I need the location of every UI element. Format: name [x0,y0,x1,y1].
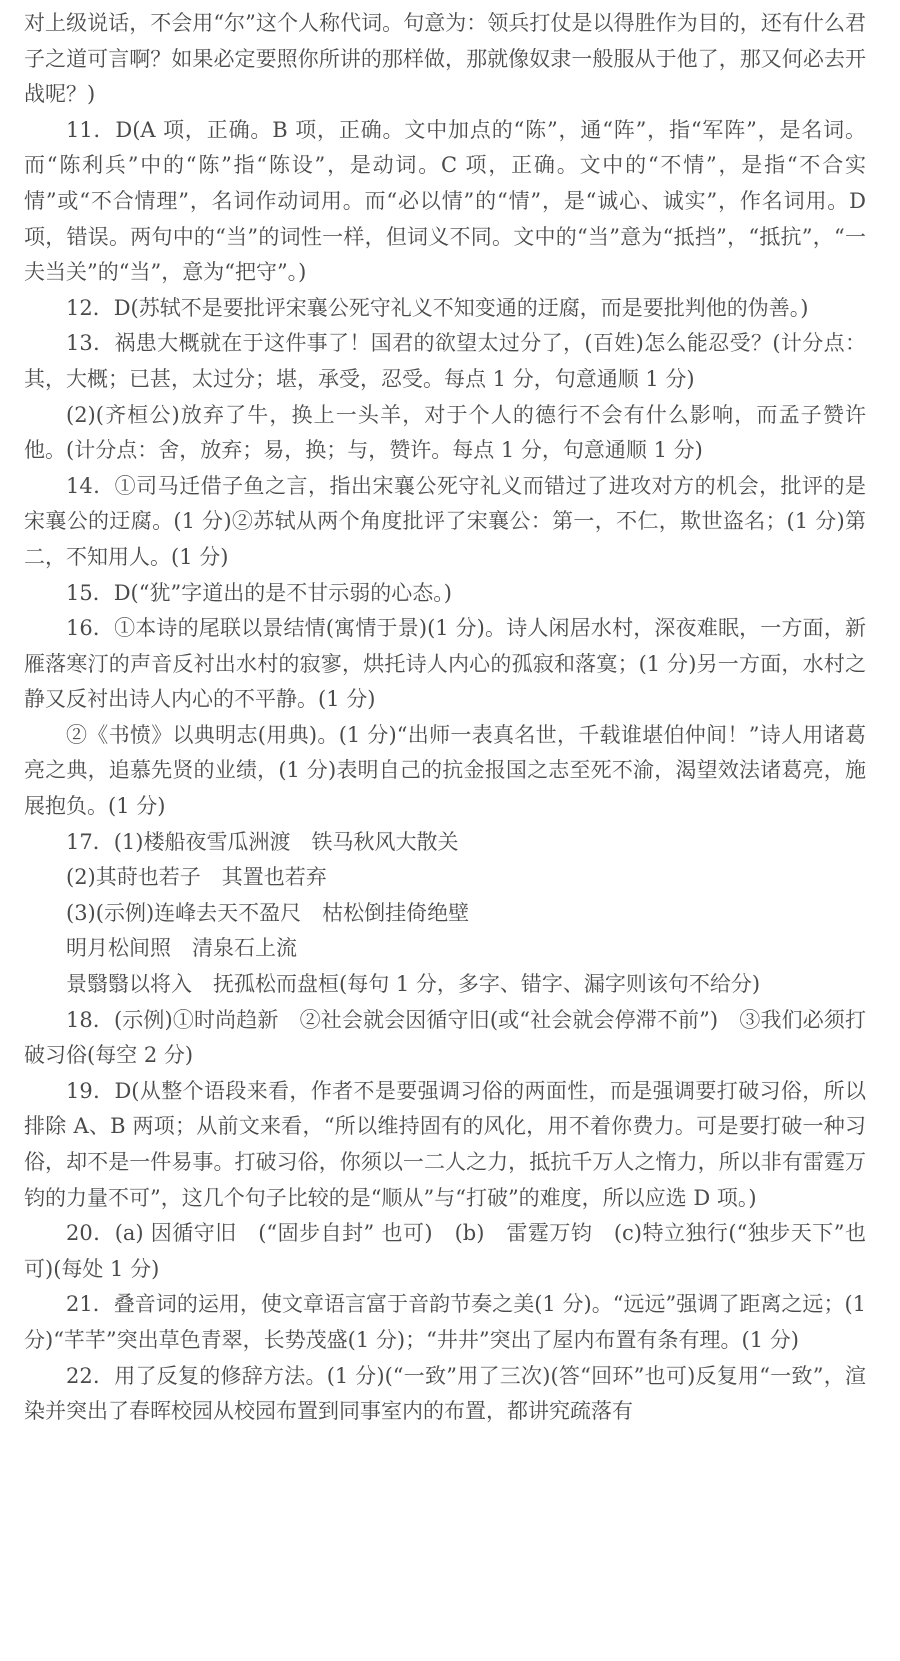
answer-17-line: 明月松间照 清泉石上流 [66,936,297,961]
answer-16-1: 16．①本诗的尾联以景结情(寓情于景)(1 分)。诗人闲居水村，深夜难眠，一方面，新雁落寒汀的声音反衬出水村的寂寥，烘托诗人内心的孤寂和落寞；(1 分)另一方面，水村之静又反衬出诗人内心的不平静。(1 分) [24,616,866,712]
answer-20: 20．(a) 因循守旧 (“固步自封” 也可) (b) 雷霆万钧 (c)特立独行(“独步天下”也可)(每处 1 分) [24,1221,866,1281]
answer-17-line: (2)其莳也若子 其置也若弃 [66,865,327,890]
answer-19: 19．D(从整个语段来看，作者不是要强调习俗的两面性，而是强调要打破习俗，所以排除 A、B 两项；从前文来看，“所以维持固有的风化，用不着你费力。可是要打破一种习俗，却不是一件易事。打破习俗，你须以一二人之力，抵抗千万人之惰力，所以非有雷霆万钧的力量不可”，这几个句子比较的是“顺从”与“打破”的难度，所以应选 D 项。) [24,1078,866,1210]
answer-17-line: 17．(1)楼船夜雪瓜洲渡 铁马秋风大散关 [66,829,459,854]
answer-11: 11．D(A 项，正确。B 项，正确。文中加点的“陈”，通“阵”，指“军阵”，是名词。而“陈利兵”中的“陈”指“陈设”，是动词。C 项，正确。文中的“不情”，是指“不合实情”或“不合情理”，名词作动词用。而“必以情”的“情”，是“诚心、诚实”，作名词用。D 项，错误。两句中的“当”的词性一样，但词义不同。文中的“当”意为“抵挡”，“抵抗”，“一夫当关”的“当”，意为“把守”。) [24,117,866,285]
answer-15: 15．D(“犹”字道出的是不甘示弱的心态。) [66,580,452,605]
answer-16-2: ②《书愤》以典明志(用典)。(1 分)“出师一表真名世，千载谁堪伯仲间！”诗人用诸葛亮之典，追慕先贤的业绩，(1 分)表明自己的抗金报国之志至死不渝，渴望效法诸葛亮，施展抱负。(1 分) [24,722,866,819]
answer-14: 14．①司马迁借子鱼之言，指出宋襄公死守礼义而错过了进攻对方的机会，批评的是宋襄公的迂腐。(1 分)②苏轼从两个角度批评了宋襄公：第一，不仁，欺世盗名；(1 分)第二，不知用人。(1 分) [24,473,866,569]
answer-17-line: 景翳翳以将入 抚孤松而盘桓(每句 1 分，多字、错字、漏字则该句不给分) [66,972,761,997]
answer-13-2: (2)(齐桓公)放弃了牛，换上一头羊，对于个人的德行不会有什么影响，而孟子赞许他。(计分点：舍，放弃；易，换；与，赞许。每点 1 分，句意通顺 1 分) [24,402,866,463]
answer-22: 22．用了反复的修辞方法。(1 分)(“一致”用了三次)(答“回环”也可)反复用“一致”，渲染并突出了春晖校园从校园布置到同事室内的布置，都讲究疏落有 [24,1363,866,1424]
answer-17-line: (3)(示例)连峰去天不盈尺 枯松倒挂倚绝壁 [66,900,470,925]
paragraph-continuation: 对上级说话，不会用“尔”这个人称代词。句意为：领兵打仗是以得胜作为目的，还有什么君子之道可言啊？如果必定要照你所讲的那样做，那就像奴隶一般服从于他了，那又何必去开战呢？) [24,11,866,107]
answer-12: 12．D(苏轼不是要批评宋襄公死守礼义不知变通的迂腐，而是要批判他的伪善。) [66,295,809,320]
answer-13-1: 13．祸患大概就在于这件事了！国君的欲望太过分了，(百姓)怎么能忍受？(计分点：其，大概；已甚，太过分；堪，承受，忍受。每点 1 分，句意通顺 1 分) [24,331,866,391]
answer-21: 21．叠音词的运用，使文章语言富于音韵节奏之美(1 分)。“远远”强调了距离之远；(1 分)“芊芊”突出草色青翠，长势茂盛(1 分)；“井井”突出了屋内布置有条有理。(1 分) [24,1292,866,1352]
answer-18: 18．(示例)①时尚趋新 ②社会就会因循守旧(或“社会就会停滞不前”) ③我们必须打破习俗(每空 2 分) [24,1007,866,1068]
